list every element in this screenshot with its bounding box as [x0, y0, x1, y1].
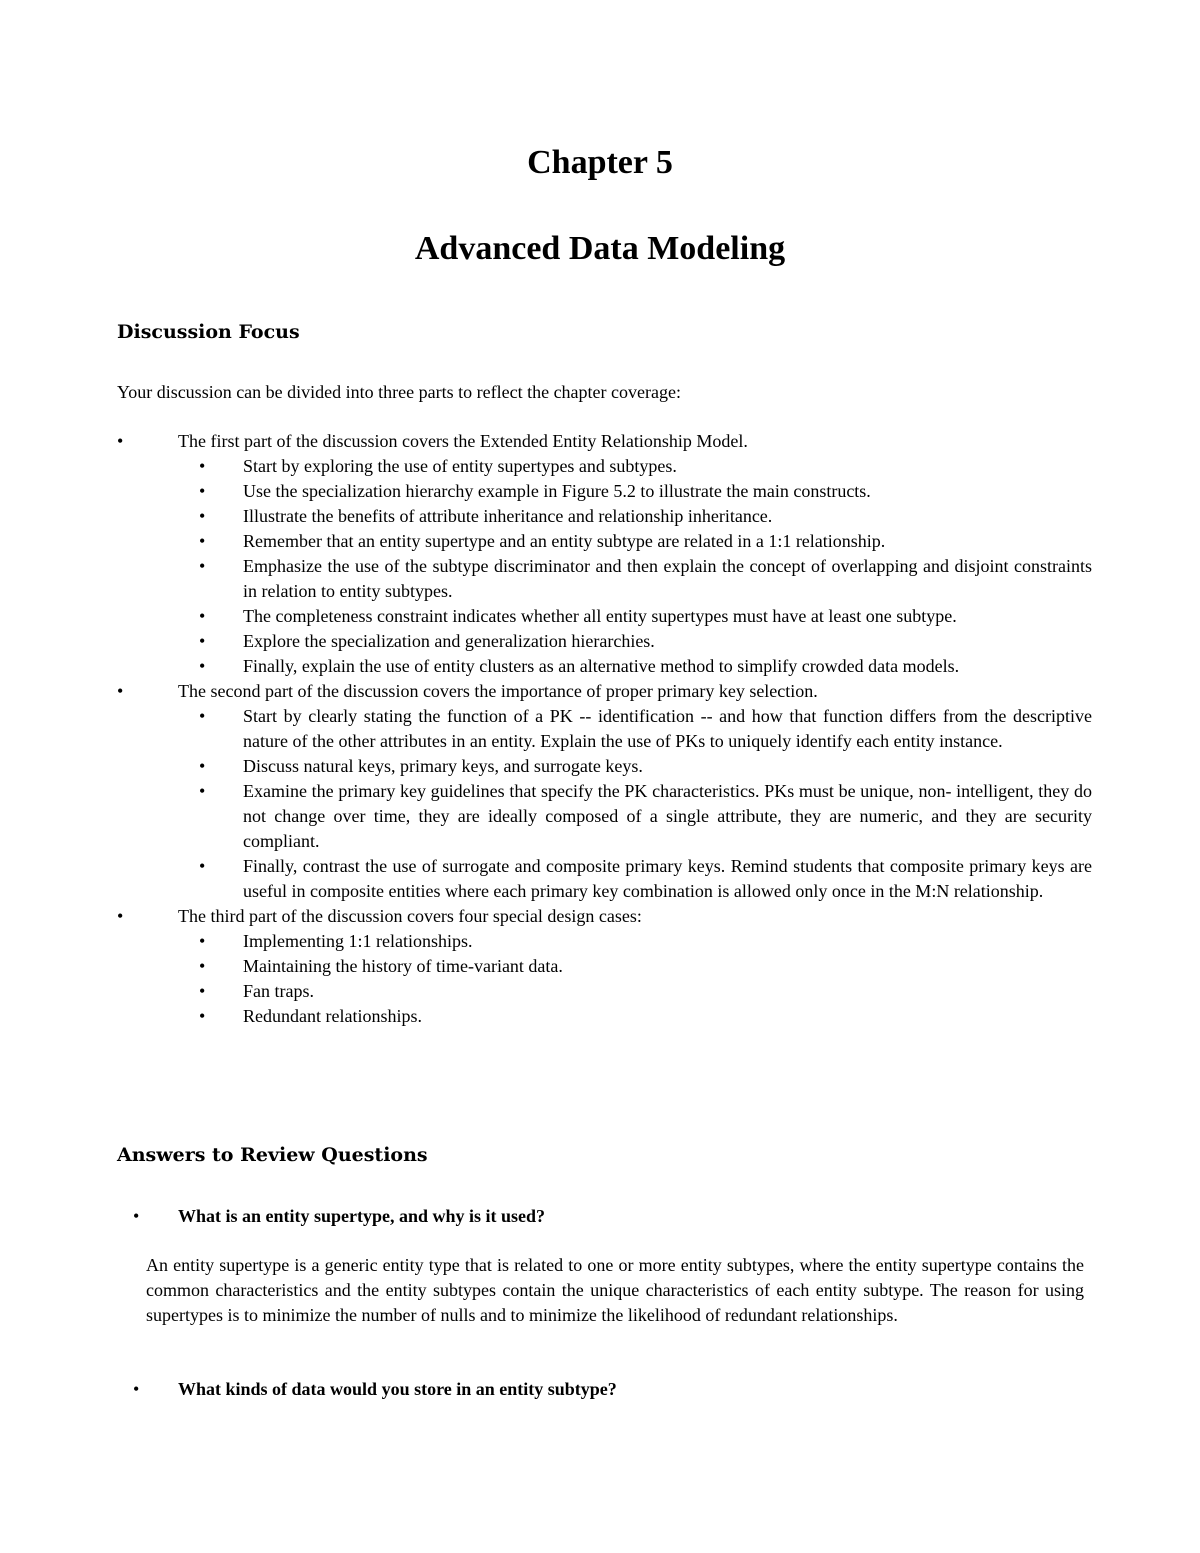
part-text: The second part of the discussion covers the importance of proper primary key selection. [178, 681, 818, 701]
list-item [117, 679, 1092, 904]
item-text: Illustrate the benefits of attribute inheritance and relationship inheritance. [243, 506, 773, 526]
question-2-bullet-wrap [117, 1377, 178, 1402]
list-item [199, 704, 1092, 754]
question-1: What is an entity supertype, and why is it used? [178, 1206, 546, 1226]
part-text: The first part of the discussion covers the Extended Entity Relationship Model. [178, 431, 748, 451]
chapter-title: Advanced Data Modeling [414, 230, 786, 267]
list-item [199, 954, 1092, 979]
bullet-icon: • [133, 1379, 140, 1399]
list-item [199, 854, 1092, 904]
list-item [199, 1004, 1092, 1029]
item-text: Use the specialization hierarchy example in Figure 5.2 to illustrate the main constructs. [243, 481, 871, 501]
list-item [199, 654, 1092, 679]
list-item [199, 979, 1092, 1004]
list-item [117, 429, 1092, 679]
list-item [199, 529, 1092, 554]
list-item [199, 929, 1092, 954]
item-text: Finally, contrast the use of surrogate and composite primary keys. Remind students that composite primary keys are useful in composite entities where each primary key combination is allowed only once in the M:N relationship. [243, 856, 1092, 901]
bullet-icon: • [199, 756, 206, 776]
bullet-icon: • [117, 431, 124, 451]
discussion-parts [117, 429, 1092, 1029]
item-text: Start by clearly stating the function of a PK -- identification -- and how that function differs from the descriptive nature of the other attributes in an entity. Explain the use of PKs to uniquely identify each entity instance. [243, 706, 1092, 751]
discussion-focus-heading: Discussion Focus [117, 321, 300, 343]
bullet-icon: • [133, 1206, 140, 1226]
item-text: Explore the specialization and generalization hierarchies. [243, 631, 655, 651]
discussion-intro: Your discussion can be divided into three parts to reflect the chapter coverage: [117, 382, 681, 402]
bullet-icon: • [199, 531, 206, 551]
bullet-icon: • [199, 456, 206, 476]
bullet-icon: • [199, 606, 206, 626]
list-item [199, 504, 1092, 529]
bullet-icon: • [199, 956, 206, 976]
list-item [199, 629, 1092, 654]
list-item [199, 454, 1092, 479]
item-text: Finally, explain the use of entity clusters as an alternative method to simplify crowded data models. [243, 656, 960, 676]
bullet-icon: • [199, 556, 206, 576]
bullet-icon: • [199, 1006, 206, 1026]
item-text: Emphasize the use of the subtype discriminator and then explain the concept of overlapping and disjoint constraints in relation to entity subtypes. [243, 556, 1092, 601]
bullet-icon: • [199, 481, 206, 501]
bullet-icon: • [199, 856, 206, 876]
bullet-icon: • [117, 906, 124, 926]
list-item [199, 604, 1092, 629]
chapter-number-title: Chapter 5 [527, 144, 673, 181]
item-text: Examine the primary key guidelines that specify the PK characteristics. PKs must be unique, non- intelligent, they do not change over time, they are ideally composed of a single attribute, they are numeric, and they are security compliant. [243, 781, 1092, 851]
item-text: Implementing 1:1 relationships. [243, 931, 473, 951]
list-item [199, 754, 1092, 779]
item-text: Redundant relationships. [243, 1006, 422, 1026]
bullet-icon: • [199, 706, 206, 726]
bullet-icon: • [199, 656, 206, 676]
list-item [199, 779, 1092, 854]
item-text: Maintaining the history of time-variant data. [243, 956, 563, 976]
question-1-bullet-wrap [117, 1204, 178, 1229]
question-2: What kinds of data would you store in an entity subtype? [178, 1379, 617, 1399]
item-text: Fan traps. [243, 981, 314, 1001]
bullet-icon: • [199, 931, 206, 951]
sub-list [178, 704, 1092, 904]
bullet-icon: • [199, 981, 206, 1001]
item-text: Start by exploring the use of entity supertypes and subtypes. [243, 456, 677, 476]
discussion-parts-list [117, 429, 1092, 1029]
list-item [199, 479, 1092, 504]
sub-list [178, 929, 1092, 1029]
bullet-icon: • [199, 781, 206, 801]
list-item [199, 554, 1092, 604]
review-answers-heading: Answers to Review Questions [117, 1144, 428, 1166]
bullet-icon: • [117, 681, 124, 701]
part-text: The third part of the discussion covers four special design cases: [178, 906, 642, 926]
item-text: Remember that an entity supertype and an entity subtype are related in a 1:1 relationship. [243, 531, 886, 551]
list-item [117, 904, 1092, 1029]
item-text: The completeness constraint indicates whether all entity supertypes must have at least one subtype. [243, 606, 957, 626]
sub-list [178, 454, 1092, 679]
bullet-icon: • [199, 506, 206, 526]
answer-1: An entity supertype is a generic entity type that is related to one or more entity subtypes, where the entity supertype contains the common characteristics and the entity subtypes contain the unique characteristics of each entity subtype. The reason for using supertypes is to minimize the number of nulls and to minimize the likelihood of redundant relationships. [146, 1255, 1084, 1325]
bullet-icon: • [199, 631, 206, 651]
item-text: Discuss natural keys, primary keys, and surrogate keys. [243, 756, 643, 776]
